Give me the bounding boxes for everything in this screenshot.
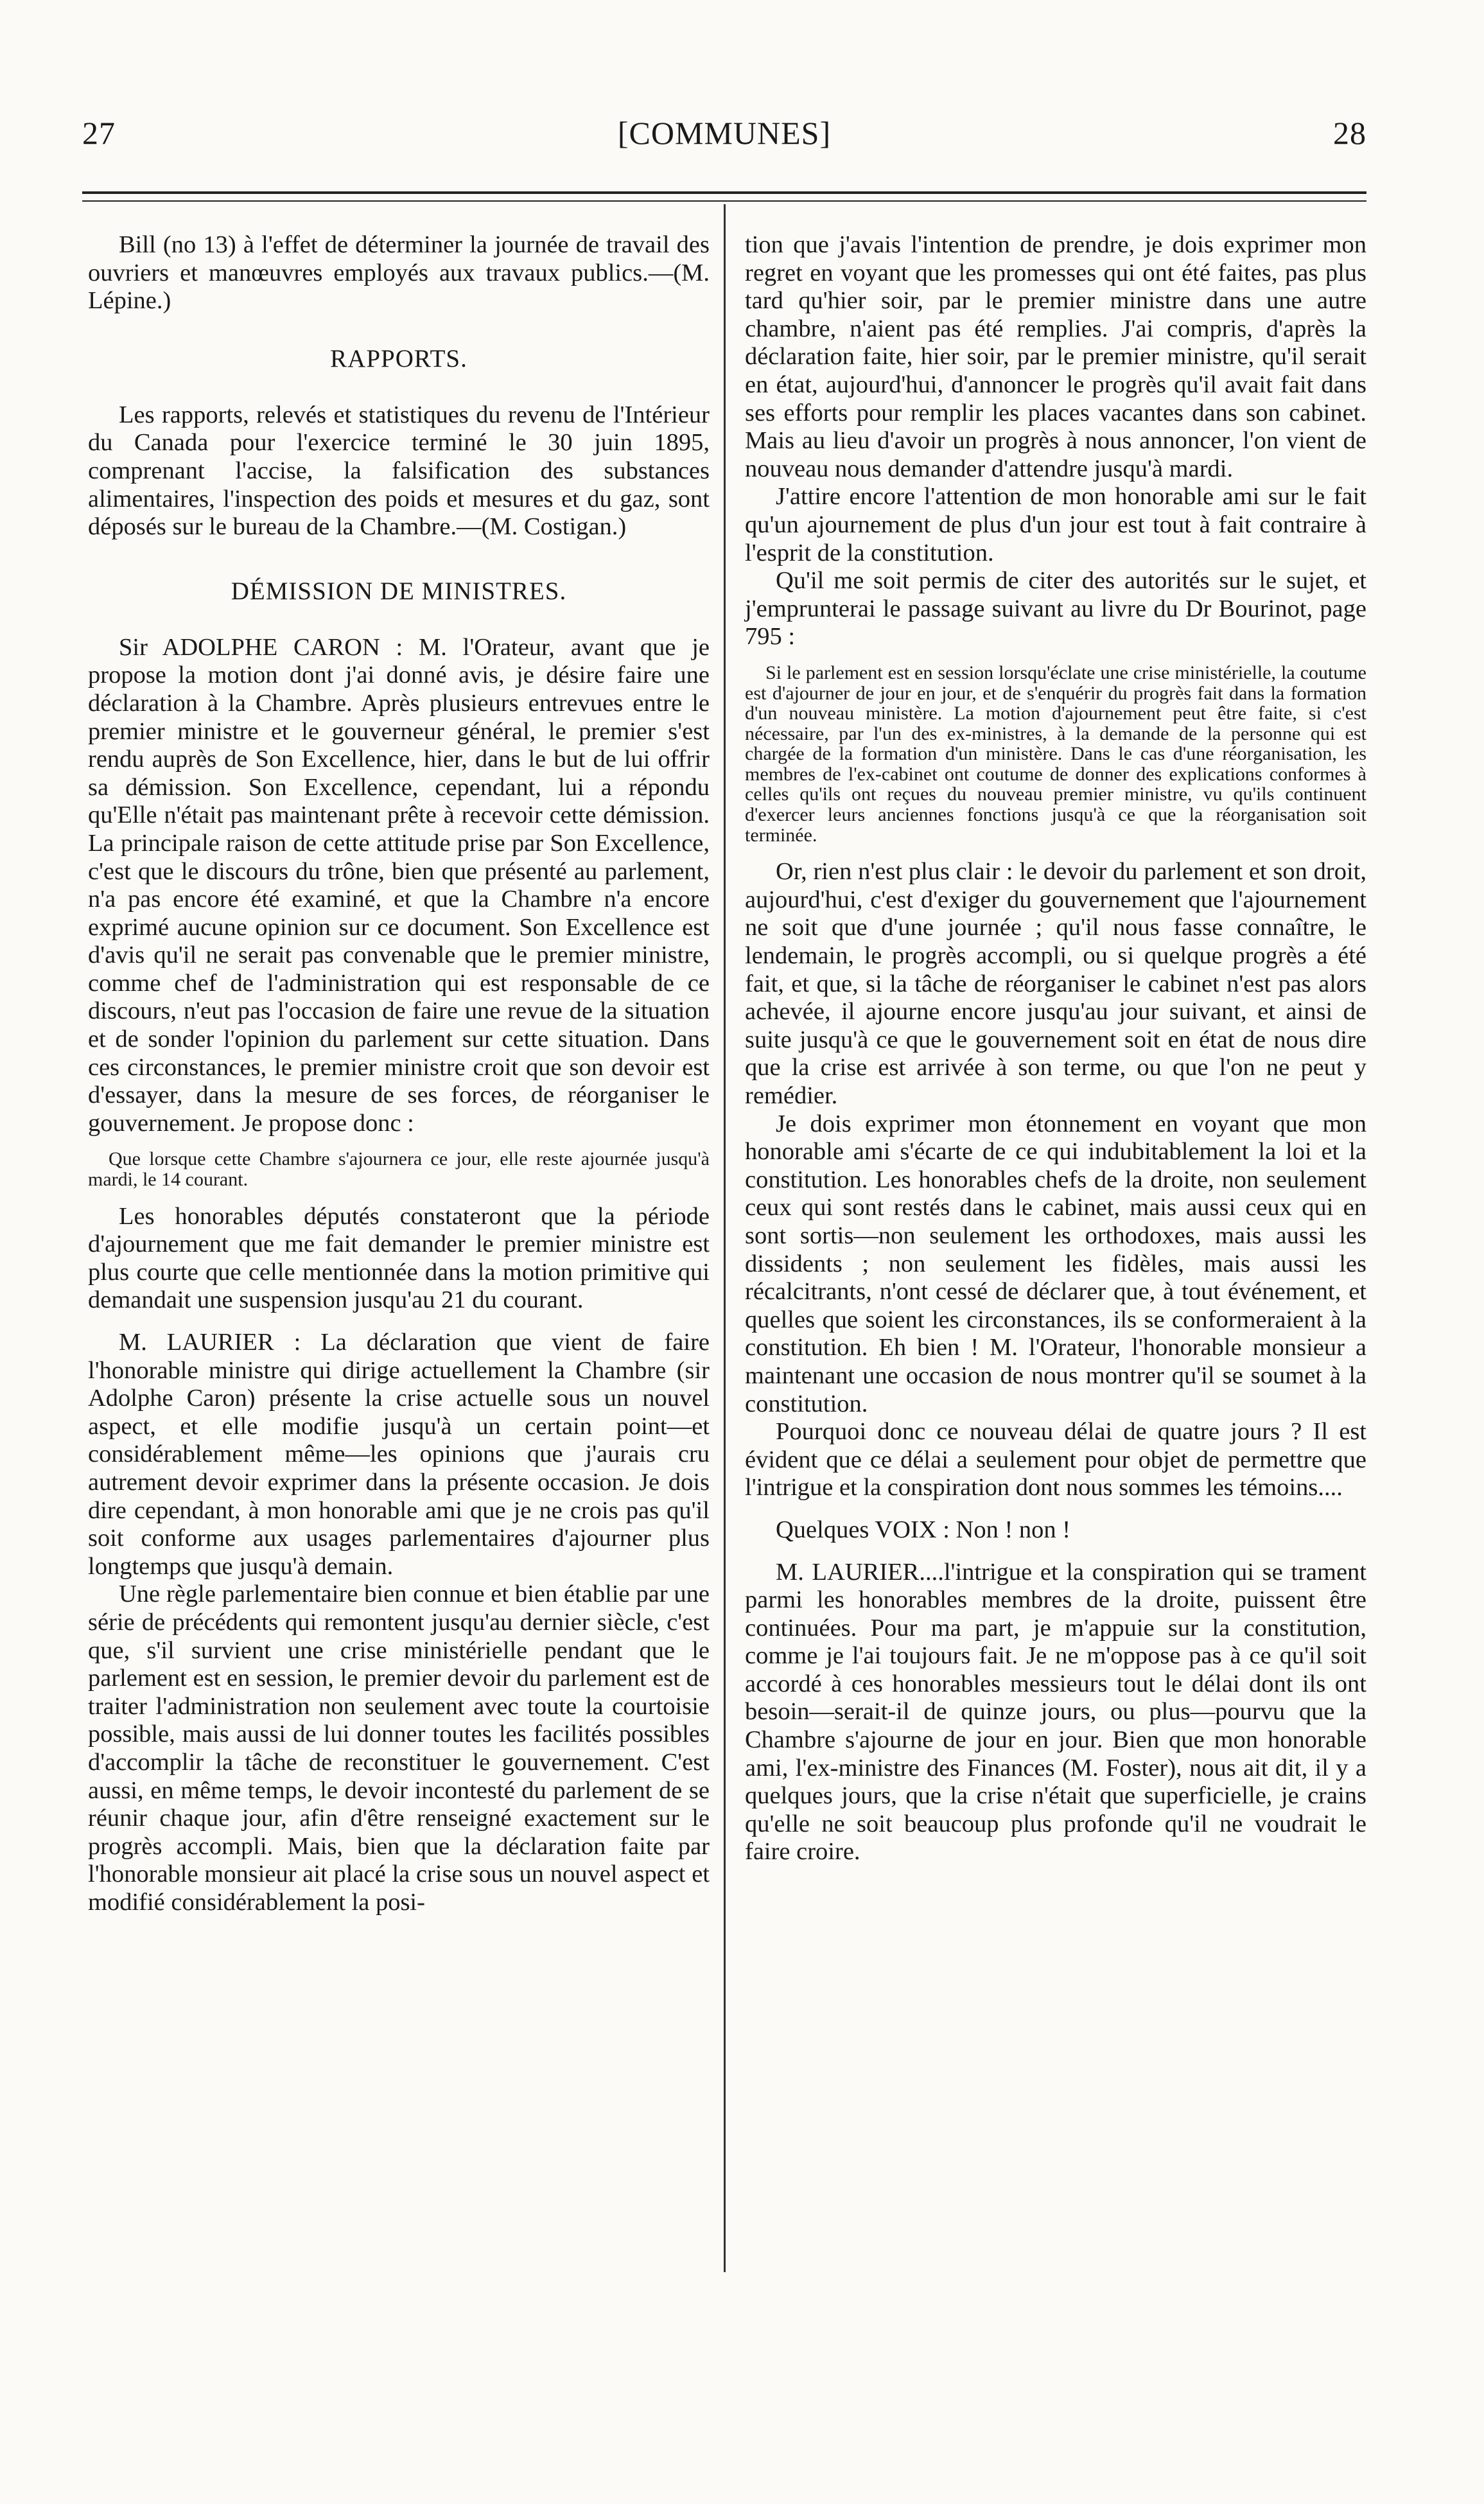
header-rule-thick [82,191,1366,194]
bill-paragraph: Bill (no 13) à l'effet de déterminer la journée de travail des ouvriers et manœuvres employés aux travaux publics.—(M. Lépine.) [88,231,710,315]
laurier-paragraph-2: J'attire encore l'attention de mon honorable ami sur le fait qu'un ajournement de plus d'un jour est tout à fait contraire à l'esprit de la constitution. [745,483,1366,566]
right-column [745,231,1366,1866]
left-column [88,231,710,1916]
page-number-left: 27 [82,115,116,151]
laurier-paragraph-5: Je dois exprimer mon étonnement en voyant que mon honorable ami s'écarte de ce qui indubitablement la loi et la constitution. Les honorables chefs de la droite, non seulement ceux qui sont restés dans le cabinet, mais aussi ceux qui en sont sortis—non seulement les orthodoxes, mais aussi les dissidents ; non seulement les fidèles, mais aussi les récalcitrants, n'ont cessé de déclarer que, à tout événement, et quelles que soient les circonstances, ils se conformeraient à la constitution. Eh bien ! M. l'Orateur, l'honorable monsieur a maintenant une occasion de nous montrer qu'il se soumet à la constitution. [745,1110,1366,1417]
bourinot-quote: Si le parlement est en session lorsqu'éclate une crise ministérielle, la coutume est d'ajourner de jour en jour, et de s'enquérir du progrès fait dans la formation d'un nouveau ministère. La motion d'ajournement peut être faite, si c'est nécessaire, par l'un des ex-ministres, à la demande de la personne qui est chargée de la formation d'un ministère. Dans le cas d'une réorganisation, les membres de l'ex-cabinet ont coutume de donner des explications conformes à celles qu'ils ont reçues du nouveau premier ministre, vu qu'ils continuent d'exercer leurs anciennes fonctions jusqu'à ce que la réorganisation soit terminée. [745,661,1366,846]
laurier-speech-cont: Une règle parlementaire bien connue et bien établie par une série de précédents qui remontent jusqu'au dernier siècle, c'est que, s'il survient une crise ministérielle pendant que le parlement est en session, le premier devoir du parlement est de traiter l'administration non seulement avec toute la courtoisie possible, mais aussi de lui donner toutes les facilités possibles d'accomplir la tâche de reconstituer le gouvernement. C'est aussi, en même temps, le devoir incontesté du parlement de se réunir chaque jour, afin d'être renseigné exactement sur le progrès accompli. Mais, bien que la déclaration faite par l'honorable monsieur ait placé la crise sous un nouvel aspect et modifié considérablement la posi- [88,1580,710,1916]
laurier-speech: M. LAURIER : La déclaration que vient de faire l'honorable ministre qui dirige actuellement la Chambre (sir Adolphe Caron) présente la crise actuelle sous un nouvel aspect, et elle modifie jusqu'à un certain point—et considérablement même—les opinions que j'aurais cru autrement devoir exprimer dans la présente occasion. Je dois dire cependant, à mon honorable ami que je ne crois pas qu'il soit conforme aux usages parlementaires d'ajourner plus longtemps que jusqu'à demain. [88,1329,710,1580]
voix-interjection: Quelques VOIX : Non ! non ! [776,1516,1071,1543]
laurier-continued: tion que j'avais l'intention de prendre, je dois exprimer mon regret en voyant que les promesses qui ont été faites, pas plus tard qu'hier soir, par le premier ministre dans une autre chambre, n'aient pas été remplies. J'ai compris, d'après la déclaration faite, hier soir, par le premier ministre, qu'il serait en état, aujourd'hui, d'annoncer le progrès qu'il avait fait dans ses efforts pour remplir les places vacantes dans son cabinet. Mais au lieu d'avoir un progrès à nous annoncer, l'on vient de nouveau nous demander d'attendre jusqu'à mardi. [745,231,1366,482]
section-heading-demission: DÉMISSION DE MINISTRES. [231,577,567,605]
section-heading-rapports: RAPPORTS. [330,344,467,372]
laurier-paragraph-4: Or, rien n'est plus clair : le devoir du parlement et son droit, aujourd'hui, c'est d'exiger du gouvernement que l'ajournement ne soit que d'une journée ; qu'il nous fasse connaître, le lendemain, le progrès accompli, ou si quelque progrès a été fait, et que, si la tâche de réorganiser le cabinet n'est pas alors achevée, il ajourne encore jusqu'au jour suivant, et ainsi de suite jusqu'à ce que le gouvernement soit en état de nous dire que la crise est arrivée à son terme, ou que l'on ne peut y remédier. [745,858,1366,1109]
motion-quote: Que lorsque cette Chambre s'ajournera ce jour, elle reste ajournée jusqu'à mardi, le 14 courant. [88,1148,710,1191]
column-divider [724,204,726,2272]
page-number-right: 28 [1333,115,1366,151]
page-header [82,114,1366,166]
laurier-paragraph-3: Qu'il me soit permis de citer des autorités sur le sujet, et j'emprunterai le passage suivant au livre du Dr Bourinot, page 795 : [745,567,1366,651]
rapports-paragraph: Les rapports, relevés et statistiques du revenu de l'Intérieur du Canada pour l'exercice terminé le 30 juin 1895, comprenant l'accise, la falsification des substances alimentaires, l'inspection des poids et mesures et du gaz, sont déposés sur le bureau de la Chambre.—(M. Costigan.) [88,401,710,541]
spacer [745,1502,1366,1516]
caron-speech: Sir ADOLPHE CARON : M. l'Orateur, avant que je propose la motion dont j'ai donné avis, je désire faire une déclaration à la Chambre. Après plusieurs entrevues entre le premier ministre et le gouverneur général, le premier s'est rendu auprès de Son Excellence, hier, dans le but de lui offrir sa démission. Son Excellence, cependant, lui a répondu qu'Elle n'était pas maintenant prête à recevoir cette démission. La principale raison de cette attitude prise par Son Excellence, c'est que le discours du trône, bien que présenté au parlement, n'a pas encore été examiné, et que la Chambre n'a encore exprimé aucune opinion sur ce document. Son Excellence est d'avis qu'il ne serait pas convenable que le premier ministre, comme chef de l'administration qui est responsable de ce discours, n'eut pas l'occasion de faire une revue de la situation et de sonder l'opinion du parlement sur cette situation. Dans ces circonstances, le premier ministre croit que son devoir est d'essayer, dans la mesure de ses forces, de réorganiser le gouvernement. Je propose donc : [88,633,710,1137]
caron-speech-cont: Les honorables députés constateront que la période d'ajournement que me fait demander le premier ministre est plus courte que celle mentionnée dans la motion primitive qui demandait une suspension jusqu'au 21 du courant. [88,1202,710,1314]
spacer [745,1545,1366,1559]
header-rule-thin [82,200,1366,202]
laurier-paragraph-6: Pourquoi donc ce nouveau délai de quatre jours ? Il est évident que ce délai a seulement pour objet de permettre que l'intrigue et la conspiration dont nous sommes les témoins.... [745,1418,1366,1502]
spacer [88,1315,710,1329]
laurier-paragraph-7: M. LAURIER....l'intrigue et la conspiration qui se trament parmi les honorables membres de la droite, puissent être continuées. Pour ma part, je m'appuie sur la constitution, comme je l'ai toujours fait. Je ne m'oppose pas à ce qu'il soit accordé à ces honorables messieurs tout le délai dont ils ont besoin—serait-il de quinze jours, ou plus—pourvu que la Chambre s'ajourne de jour en jour. Bien que mon honorable ami, l'ex-ministre des Finances (M. Foster), nous ait dit, il y a quelques jours, que la crise n'était que superficielle, je crains qu'elle ne soit beaucoup plus profonde qu'il ne voudrait le faire croire. [745,1558,1366,1866]
running-title: [COMMUNES] [617,115,832,151]
